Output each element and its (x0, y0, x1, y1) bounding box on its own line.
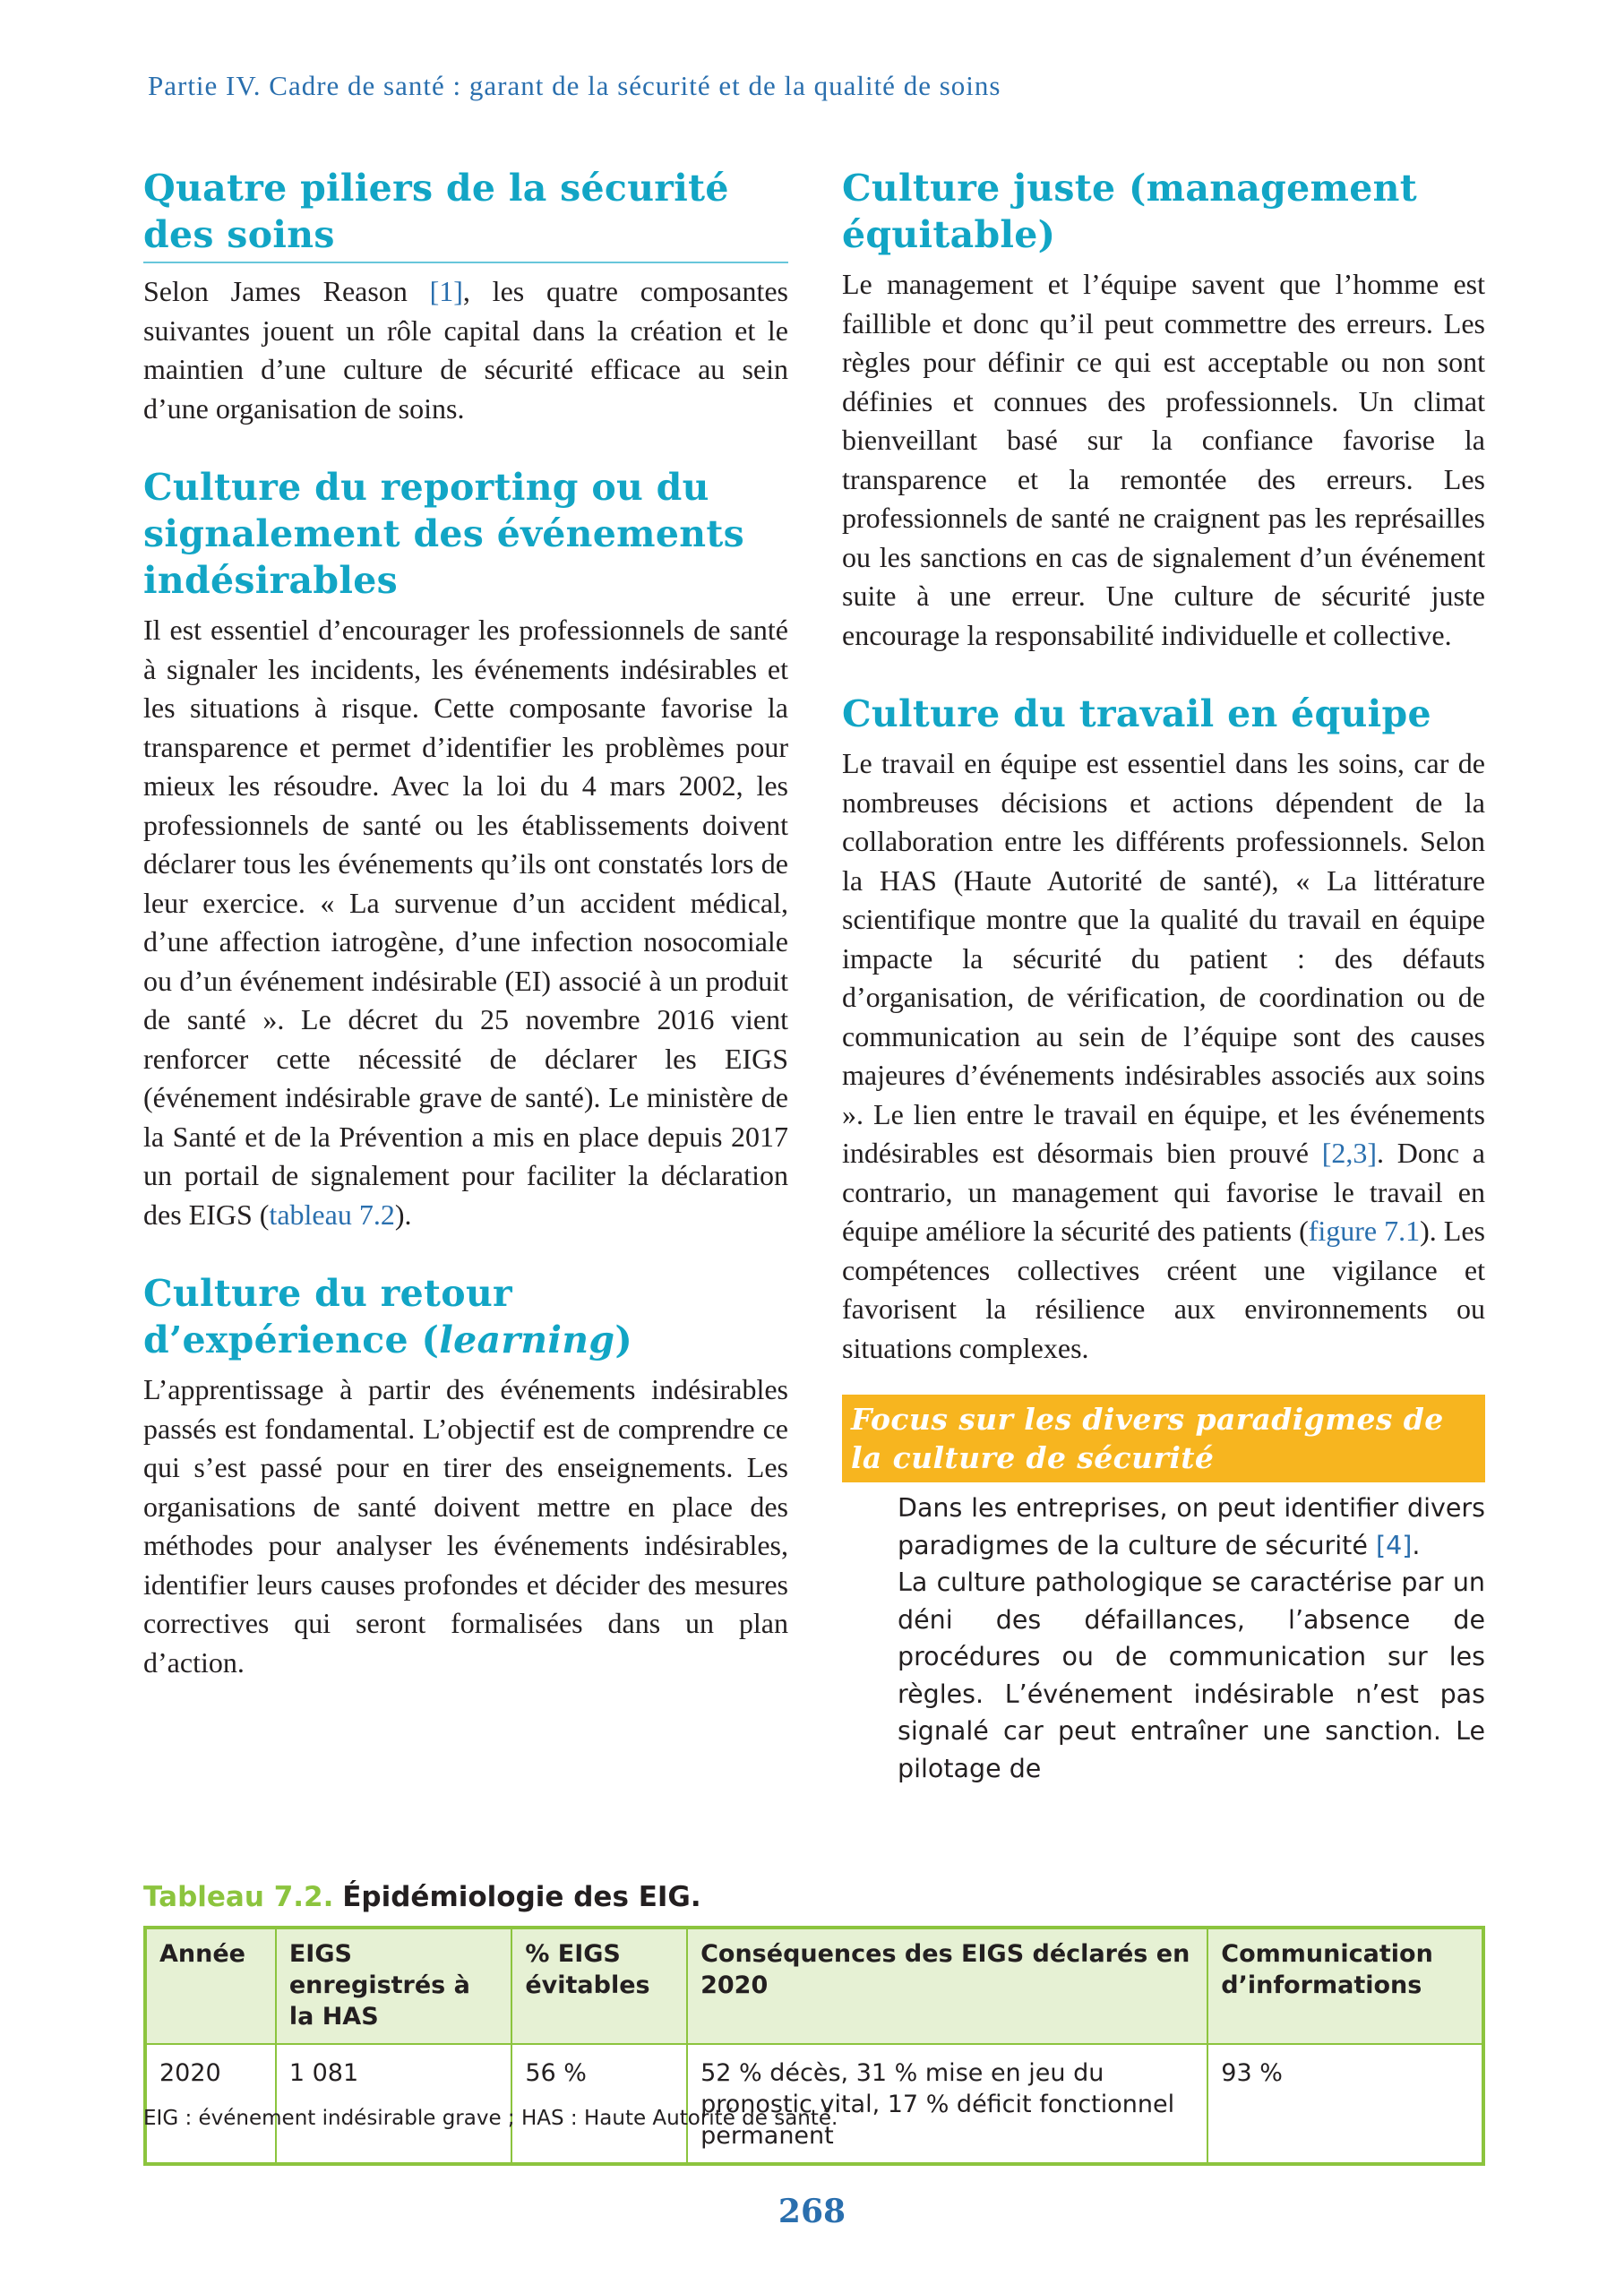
table-header-cell: % EIGS évitables (511, 1928, 687, 2044)
focus-paragraph: Dans les entreprises, on peut identifier divers paradigmes de la culture de sécurité [4]. (898, 1493, 1485, 1560)
paragraph-quatre-piliers: Selon James Reason [1], les quatre composantes suivantes jouent un rôle capital dans la création et le maintien d’une culture de sécurité efficace au sein d’une organisation de soins. (143, 275, 788, 425)
table-cell: 1 081 (276, 2044, 512, 2164)
section-title-quatre-piliers: Quatre piliers de la sécurité des soins (143, 165, 788, 263)
focus-paragraph: La culture pathologique se caractérise par un déni des défaillances, l’absence de procédures ou de communication sur les règles. L’événement indésirable n’est pas signalé car peut entraîner une sanction. Le pilotage de (898, 1567, 1485, 1783)
reference-link[interactable]: [2,3] (1321, 1137, 1378, 1169)
reference-link[interactable]: [4] (1375, 1530, 1413, 1560)
table-header-row (145, 1928, 1483, 2044)
reference-link[interactable]: [1] (429, 275, 463, 307)
table-cell: 52 % décès, 31 % mise en jeu du pronostic vital, 17 % déficit fonctionnel permanent (687, 2044, 1207, 2164)
table-row (145, 2044, 1483, 2164)
table-cell: 56 % (511, 2044, 687, 2164)
focus-box-title: Focus sur les divers paradigmes de la culture de sécurité (842, 1395, 1485, 1482)
table-header-cell: Année (145, 1928, 276, 2044)
section-title-culture-juste: Culture juste (management équitable) (842, 167, 1417, 256)
table-title: Épidémiologie des EIG. (342, 1881, 701, 1913)
focus-box-content (842, 1490, 1485, 1787)
table-header-cell: Communication d’informations (1207, 1928, 1483, 2044)
table-cell: 2020 (145, 2044, 276, 2164)
paragraph-travail-equipe: Le travail en équipe est essentiel dans les soins, car de nombreuses décisions et actions dépendent de la collaboration entre les différents professionnels. Selon la HAS (Haute Autorité de santé), « La littérature scientifique montre que la qualité du travail en équipe impacte la sécurité du patient : des défauts d’organisation, de vérification, de coordination ou de communication au sein de l’équipe sont des causes majeures d’événements indésirables associés aux soins ». Le lien entre le travail en équipe, et les événements indésirables est désormais bien prouvé [2,3]. Donc a contrario, un management qui favorise le travail en équipe améliore la sécurité des patients (figure 7.1). Les compétences collectives créent une vigilance et favorisent la résilience aux environnements ou situations complexes. (842, 747, 1486, 1364)
running-head: Partie IV. Cadre de santé : garant de la sécurité et de la qualité de soins (148, 70, 1001, 101)
table-footnote: EIG : événement indésirable grave ; HAS : Haute Autorité de santé. (143, 2107, 838, 2130)
paragraph-culture-juste: Le management et l’équipe savent que l’homme est faillible et donc qu’il peut commettre des erreurs. Les règles pour définir ce qui est acceptable ou non sont définies et connues des professionnels. Un climat bienveillant basé sur la confiance favorise la transparence et la remontée des erreurs. Les professionnels de santé ne craignent pas les représailles ou les sanctions en cas de signalement d’un événement suite à une erreur. Une culture de sécurité juste encourage la responsabilité individuelle et collective. (842, 268, 1485, 651)
section-title-reporting: Culture du reporting ou du signalement des événements indésirables (143, 466, 744, 602)
left-column (143, 165, 788, 1682)
table-header-cell: Conséquences des EIGS déclarés en 2020 (687, 1928, 1207, 2044)
right-column (842, 165, 1485, 1787)
paragraph-retour-experience: L’apprentissage à partir des événements indésirables passés est fondamental. L’objectif est de comprendre ce qui s’est passé pour en tirer des enseignements. Les organisations de santé doivent mettre en place des méthodes pour analyser les événements indésirables, identifier leurs causes profondes et décider des mesures correctives qui seront formalisées dans un plan d’action. (143, 1373, 788, 1679)
paragraph-reporting: Il est essentiel d’encourager les professionnels de santé à signaler les incidents, les événements indésirables et les situations à risque. Cette composante favorise la transparence et permet d’identifier les problèmes pour mieux les résoudre. Avec la loi du 4 mars 2002, les professionnels de santé ou les établissements doivent déclarer tous les événements qu’ils ont constatés lors de leur exercice. « La survenue d’un accident médical, d’une affection iatrogène, d’une infection nosocomiale ou d’un événement indésirable (EI) associé à un produit de santé ». Le décret du 25 novembre 2016 vient renforcer cette nécessité de déclarer les EIGS (événement indésirable grave de santé). Le ministère de la Santé et de la Prévention a mis en place depuis 2017 un portail de signalement pour faciliter la déclaration des EIGS (tableau 7.2). (143, 614, 788, 1231)
section-title-retour-experience: Culture du retour d’expérience (learning) (143, 1272, 633, 1361)
figure-reference-link[interactable]: figure 7.1 (1308, 1215, 1421, 1247)
table-cell: 93 % (1207, 2044, 1483, 2164)
table-caption (143, 1881, 1487, 1913)
table-number: Tableau 7.2. (143, 1881, 334, 1913)
page-number: 268 (778, 2193, 846, 2230)
table-header-cell: EIGS enregistrés à la HAS (276, 1928, 512, 2044)
table-reference-link[interactable]: tableau 7.2 (269, 1198, 395, 1231)
section-title-travail-equipe: Culture du travail en équipe (842, 692, 1431, 735)
